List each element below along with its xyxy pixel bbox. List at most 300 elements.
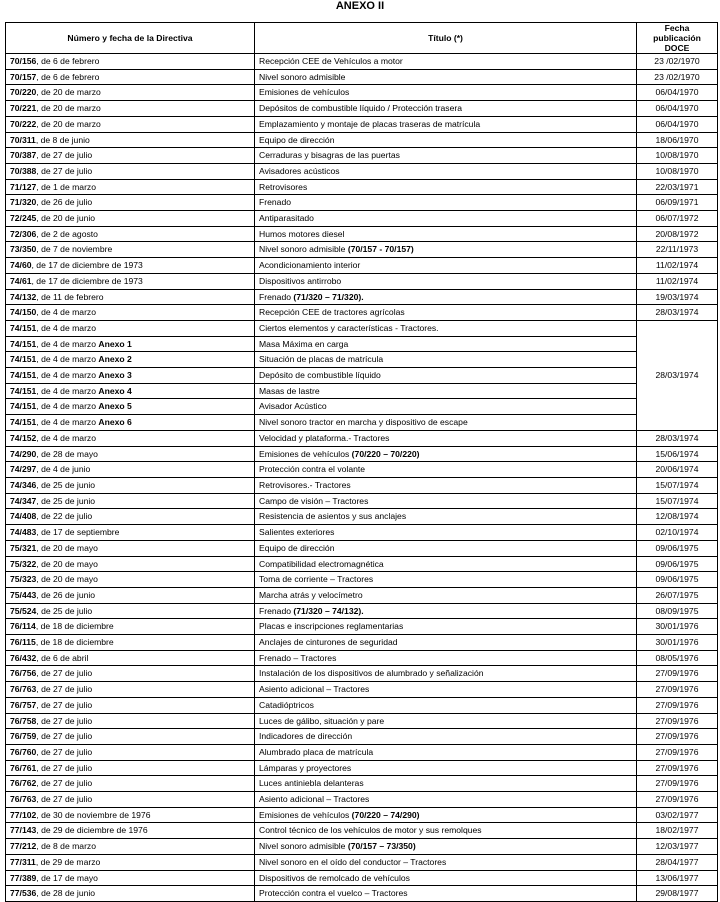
directive-number: 74/408 xyxy=(10,511,37,522)
title-text: Emisiones de vehículos xyxy=(259,809,352,820)
directive-cell xyxy=(6,289,255,305)
directive-number: 76/760 xyxy=(10,746,37,757)
directive-cell xyxy=(6,839,255,855)
directive-cell xyxy=(6,242,255,258)
title-cell xyxy=(255,509,637,525)
title-cell xyxy=(255,587,637,603)
directive-date: , de 27 de julio xyxy=(36,699,93,710)
table-row xyxy=(6,807,718,823)
publication-date: 28/04/1977 xyxy=(637,854,718,870)
table-row xyxy=(6,54,718,70)
title-text: Velocidad y plataforma.- Tractores xyxy=(259,432,390,443)
title-cell xyxy=(255,258,637,274)
publication-date: 28/03/1974 xyxy=(637,430,718,446)
title-cell xyxy=(255,697,637,713)
publication-date: 22/03/1971 xyxy=(637,179,718,195)
directive-number: 73/350 xyxy=(10,244,37,255)
title-cell xyxy=(255,540,637,556)
directive-date: , de 27 de julio xyxy=(36,778,93,789)
title-text: Frenado xyxy=(259,605,294,616)
title-cell xyxy=(255,839,637,855)
title-reference: (70/157 - 70/157) xyxy=(347,244,414,255)
publication-date: 27/09/1976 xyxy=(637,760,718,776)
title-reference: (70/157 – 73/350) xyxy=(347,841,416,852)
directive-cell xyxy=(6,540,255,556)
directive-number: 71/127 xyxy=(10,181,37,192)
directive-number: 75/524 xyxy=(10,605,37,616)
directive-date: , de 20 de marzo xyxy=(36,87,101,98)
title-text: Nivel sonoro admisible xyxy=(259,841,348,852)
directive-cell xyxy=(6,195,255,211)
page-title: ANEXO II xyxy=(335,0,385,12)
directive-number: 75/323 xyxy=(10,574,37,585)
directive-cell xyxy=(6,101,255,117)
title-text: Luces de gálibo, situación y pare xyxy=(259,715,385,726)
directive-date: , de 18 de diciembre xyxy=(35,637,114,648)
publication-date: 10/08/1970 xyxy=(637,163,718,179)
title-cell xyxy=(255,792,637,808)
table-row xyxy=(6,572,718,588)
directive-number: 74/151 xyxy=(10,354,37,365)
title-text: Frenado xyxy=(259,291,294,302)
title-text: Catadióptricos xyxy=(259,699,314,710)
directive-date: , de 20 de marzo xyxy=(36,103,101,114)
table-row xyxy=(6,179,718,195)
directive-date: , de 7 de noviembre xyxy=(36,244,113,255)
title-cell xyxy=(255,54,637,70)
table-row xyxy=(6,697,718,713)
table-row xyxy=(6,760,718,776)
directive-date: , de 27 de julio xyxy=(36,794,93,805)
directive-date: , de 27 de julio xyxy=(36,150,93,161)
directive-number: 70/157 xyxy=(10,71,37,82)
publication-date: 09/06/1975 xyxy=(637,556,718,572)
directive-date: , de 25 de junio xyxy=(36,479,96,490)
directive-date: , de 26 de junio xyxy=(36,589,96,600)
directive-cell xyxy=(6,163,255,179)
title-cell xyxy=(255,211,637,227)
directive-cell xyxy=(6,556,255,572)
table-row xyxy=(6,666,718,682)
directive-cell xyxy=(6,760,255,776)
title-reference: (70/220 – 70/220) xyxy=(351,448,420,459)
publication-date: 27/09/1976 xyxy=(637,744,718,760)
title-text: Indicadores de dirección xyxy=(259,731,353,742)
directive-cell xyxy=(6,666,255,682)
publication-date: 06/04/1970 xyxy=(637,85,718,101)
title-text: Avisador Acústico xyxy=(259,401,327,412)
title-text: Nivel sonoro admisible xyxy=(259,71,346,82)
directive-date: , de 27 de julio xyxy=(36,731,93,742)
header-directive: Número y fecha de la Directiva xyxy=(6,23,255,54)
directive-cell xyxy=(6,273,255,289)
directive-number: 77/311 xyxy=(10,856,36,867)
directive-cell xyxy=(6,132,255,148)
directive-number: 76/432 xyxy=(10,652,37,663)
directive-number: 74/151 xyxy=(10,370,37,381)
title-cell xyxy=(255,713,637,729)
directive-number: 70/220 xyxy=(10,87,37,98)
title-text: Alumbrado placa de matrícula xyxy=(259,746,374,757)
publication-date: 08/05/1976 xyxy=(637,650,718,666)
directive-cell xyxy=(6,383,255,399)
directive-date: , de 26 de julio xyxy=(36,197,93,208)
title-cell xyxy=(255,870,637,886)
directive-cell xyxy=(6,69,255,85)
table-row xyxy=(6,713,718,729)
title-text: Equipo de dirección xyxy=(259,134,335,145)
directive-number: 76/763 xyxy=(10,794,37,805)
directive-number: 74/151 xyxy=(10,417,37,428)
title-text: Equipo de dirección xyxy=(259,542,335,553)
directive-number: 74/297 xyxy=(10,464,37,475)
directive-number: 77/102 xyxy=(10,809,37,820)
directive-number: 76/763 xyxy=(10,684,37,695)
title-text: Depósito de combustible líquido xyxy=(259,370,381,381)
directive-date: , de 29 de marzo xyxy=(35,856,101,867)
directive-cell xyxy=(6,368,255,384)
publication-date: 29/08/1977 xyxy=(637,886,718,902)
publication-date: 27/09/1976 xyxy=(637,792,718,808)
publication-date: 27/09/1976 xyxy=(637,729,718,745)
publication-date: 30/01/1976 xyxy=(637,635,718,651)
directive-cell xyxy=(6,886,255,902)
table-row xyxy=(6,242,718,258)
table-row xyxy=(6,776,718,792)
title-cell xyxy=(255,744,637,760)
directive-number: 77/389 xyxy=(10,872,37,883)
table-row xyxy=(6,430,718,446)
publication-date: 03/02/1977 xyxy=(637,807,718,823)
title-text: Campo de visión – Tractores xyxy=(259,495,369,506)
table-row xyxy=(6,493,718,509)
directive-number: 74/150 xyxy=(10,307,37,318)
directive-cell xyxy=(6,352,255,368)
title-cell xyxy=(255,729,637,745)
annex-label: Anexo 1 xyxy=(98,338,132,349)
directive-date: , de 28 de mayo xyxy=(36,448,98,459)
publication-date: 06/07/1972 xyxy=(637,211,718,227)
table-row xyxy=(6,116,718,132)
title-cell xyxy=(255,603,637,619)
directive-number: 76/757 xyxy=(10,699,37,710)
table-row xyxy=(6,399,718,415)
directive-cell xyxy=(6,823,255,839)
directive-date: , de 17 de diciembre de 1973 xyxy=(31,260,143,271)
publication-date: 11/02/1974 xyxy=(637,273,718,289)
directive-cell xyxy=(6,509,255,525)
title-cell xyxy=(255,682,637,698)
table-row xyxy=(6,886,718,902)
directive-number: 76/759 xyxy=(10,731,37,742)
directive-cell xyxy=(6,336,255,352)
directive-cell xyxy=(6,713,255,729)
directive-cell xyxy=(6,603,255,619)
directive-date: , de 4 de marzo xyxy=(36,432,97,443)
publication-date: 12/08/1974 xyxy=(637,509,718,525)
directive-date: , de 28 de junio xyxy=(36,888,96,899)
directive-date: , de 25 de julio xyxy=(36,605,93,616)
table-row xyxy=(6,163,718,179)
publication-date: 15/07/1974 xyxy=(637,477,718,493)
publication-date: 28/03/1974 xyxy=(637,320,718,430)
table-row xyxy=(6,226,718,242)
publication-date: 22/11/1973 xyxy=(637,242,718,258)
title-cell xyxy=(255,368,637,384)
title-text: Asiento adicional – Tractores xyxy=(259,684,370,695)
title-cell xyxy=(255,320,637,336)
publication-date: 08/09/1975 xyxy=(637,603,718,619)
table-row xyxy=(6,619,718,635)
directive-date: , de 29 de diciembre de 1976 xyxy=(36,825,148,836)
directive-date: , de 17 de diciembre de 1973 xyxy=(31,275,143,286)
publication-date: 26/07/1975 xyxy=(637,587,718,603)
directive-date: , de 27 de julio xyxy=(36,668,93,679)
directive-number: 76/114 xyxy=(10,621,36,632)
title-text: Salientes exteriores xyxy=(259,527,335,538)
directive-cell xyxy=(6,587,255,603)
directive-cell xyxy=(6,179,255,195)
title-cell xyxy=(255,336,637,352)
directive-number: 70/387 xyxy=(10,150,37,161)
title-text: Emplazamiento y montaje de placas traseras de matrícula xyxy=(259,118,481,129)
directive-cell xyxy=(6,635,255,651)
table-row xyxy=(6,729,718,745)
title-cell xyxy=(255,289,637,305)
directive-cell xyxy=(6,54,255,70)
directive-date: , de 2 de agosto xyxy=(36,228,98,239)
title-text: Dispositivos de remolcado de vehículos xyxy=(259,872,410,883)
directive-date: , de 27 de julio xyxy=(36,746,93,757)
directive-date: , de 4 de marzo xyxy=(36,307,97,318)
directive-cell xyxy=(6,226,255,242)
directive-number: 74/483 xyxy=(10,527,37,538)
title-cell xyxy=(255,399,637,415)
directive-cell xyxy=(6,619,255,635)
annex-label: Anexo 3 xyxy=(98,370,132,381)
publication-date: 15/07/1974 xyxy=(637,493,718,509)
directive-date: , de 6 de abril xyxy=(36,652,89,663)
publication-date: 10/08/1970 xyxy=(637,148,718,164)
title-text: Masa Máxima en carga xyxy=(259,338,349,349)
table-row xyxy=(6,415,718,431)
title-text: Toma de corriente – Tractores xyxy=(259,574,374,585)
directive-number: 74/61 xyxy=(10,275,32,286)
table-row xyxy=(6,383,718,399)
table-row xyxy=(6,368,718,384)
directive-cell xyxy=(6,572,255,588)
directive-number: 72/245 xyxy=(10,213,37,224)
publication-date: 27/09/1976 xyxy=(637,666,718,682)
publication-date: 23 /02/1970 xyxy=(637,69,718,85)
table-row xyxy=(6,587,718,603)
annex-label: Anexo 5 xyxy=(98,401,132,412)
title-text: Avisadores acústicos xyxy=(259,165,340,176)
table-row xyxy=(6,792,718,808)
directive-date: , de 4 de marzo xyxy=(36,370,99,381)
title-cell xyxy=(255,635,637,651)
title-text: Nivel sonoro en el oído del conductor – Tractores xyxy=(259,856,447,867)
table-row xyxy=(6,69,718,85)
annex-label: Anexo 2 xyxy=(98,354,132,365)
title-cell xyxy=(255,101,637,117)
directive-cell xyxy=(6,430,255,446)
directive-number: 70/222 xyxy=(10,118,37,129)
publication-date: 06/04/1970 xyxy=(637,101,718,117)
publication-date: 18/02/1977 xyxy=(637,823,718,839)
directive-cell xyxy=(6,697,255,713)
annex-label: Anexo 6 xyxy=(98,417,132,428)
directive-number: 74/151 xyxy=(10,322,37,333)
title-text: Asiento adicional – Tractores xyxy=(259,794,370,805)
table-row xyxy=(6,462,718,478)
title-text: Marcha atrás y velocímetro xyxy=(259,589,363,600)
title-text: Ciertos elementos y características - Tractores. xyxy=(259,322,439,333)
publication-date: 15/06/1974 xyxy=(637,446,718,462)
table-row xyxy=(6,320,718,336)
directive-cell xyxy=(6,305,255,321)
title-cell xyxy=(255,383,637,399)
title-cell xyxy=(255,148,637,164)
publication-date: 20/06/1974 xyxy=(637,462,718,478)
directive-date: , de 11 de febrero xyxy=(36,291,104,302)
directive-cell xyxy=(6,85,255,101)
title-reference: (71/320 – 71/320). xyxy=(293,291,364,302)
directive-cell xyxy=(6,148,255,164)
directive-date: , de 22 de julio xyxy=(36,511,93,522)
directive-date: , de 6 de febrero xyxy=(36,71,100,82)
table-row xyxy=(6,148,718,164)
table-row xyxy=(6,603,718,619)
directive-date: , de 20 de junio xyxy=(36,213,96,224)
directive-number: 74/151 xyxy=(10,338,37,349)
title-cell xyxy=(255,807,637,823)
directive-number: 76/762 xyxy=(10,778,37,789)
directive-number: 74/346 xyxy=(10,479,37,490)
table-row xyxy=(6,839,718,855)
title-text: Emisiones de vehículos xyxy=(259,87,350,98)
directive-number: 77/143 xyxy=(10,825,37,836)
table-row xyxy=(6,854,718,870)
title-text: Nivel sonoro admisible xyxy=(259,244,348,255)
directive-date: , de 8 de junio xyxy=(35,134,90,145)
table-row xyxy=(6,635,718,651)
table-row xyxy=(6,525,718,541)
directive-number: 71/320 xyxy=(10,197,37,208)
directive-number: 70/311 xyxy=(10,134,36,145)
directive-cell xyxy=(6,807,255,823)
annex-label: Anexo 4 xyxy=(98,385,132,396)
directive-cell xyxy=(6,415,255,431)
publication-date: 20/08/1972 xyxy=(637,226,718,242)
publication-date: 18/06/1970 xyxy=(637,132,718,148)
table-row xyxy=(6,305,718,321)
title-text: Frenado – Tractores xyxy=(259,652,337,663)
title-text: Compatibilidad electromagnética xyxy=(259,558,384,569)
title-cell xyxy=(255,85,637,101)
title-cell xyxy=(255,132,637,148)
title-cell xyxy=(255,666,637,682)
title-cell xyxy=(255,823,637,839)
publication-date: 27/09/1976 xyxy=(637,697,718,713)
title-cell xyxy=(255,163,637,179)
directive-number: 75/322 xyxy=(10,558,37,569)
table-row xyxy=(6,195,718,211)
directive-date: , de 27 de julio xyxy=(36,684,93,695)
directive-date: , de 20 de marzo xyxy=(36,118,101,129)
directive-cell xyxy=(6,525,255,541)
table-row xyxy=(6,289,718,305)
title-cell xyxy=(255,650,637,666)
title-cell xyxy=(255,619,637,635)
title-cell xyxy=(255,69,637,85)
directive-date: , de 20 de mayo xyxy=(36,542,98,553)
publication-date: 27/09/1976 xyxy=(637,776,718,792)
title-cell xyxy=(255,273,637,289)
title-cell xyxy=(255,572,637,588)
directive-date: , de 8 de marzo xyxy=(36,841,97,852)
directive-date: , de 4 de junio xyxy=(36,464,91,475)
title-cell xyxy=(255,242,637,258)
publication-date: 02/10/1974 xyxy=(637,525,718,541)
directive-date: , de 17 de mayo xyxy=(36,872,98,883)
table-body xyxy=(6,54,718,902)
directive-cell xyxy=(6,682,255,698)
table-row xyxy=(6,336,718,352)
directive-number: 70/156 xyxy=(10,56,37,66)
directive-number: 76/115 xyxy=(10,637,36,648)
title-text: Retrovisores xyxy=(259,181,308,192)
directive-date: , de 17 de septiembre xyxy=(36,527,120,538)
directive-number: 76/758 xyxy=(10,715,37,726)
directive-date: , de 4 de marzo xyxy=(36,322,97,333)
directive-cell xyxy=(6,258,255,274)
title-cell xyxy=(255,886,637,902)
directive-number: 75/321 xyxy=(10,542,37,553)
title-cell xyxy=(255,760,637,776)
directive-cell xyxy=(6,462,255,478)
title-cell xyxy=(255,430,637,446)
directive-date: , de 27 de julio xyxy=(36,165,93,176)
directive-cell xyxy=(6,493,255,509)
title-cell xyxy=(255,493,637,509)
table-row xyxy=(6,682,718,698)
table-row xyxy=(6,650,718,666)
directive-cell xyxy=(6,729,255,745)
publication-date: 06/04/1970 xyxy=(637,116,718,132)
publication-date: 09/06/1975 xyxy=(637,572,718,588)
table-row xyxy=(6,258,718,274)
directive-cell xyxy=(6,870,255,886)
table-row xyxy=(6,477,718,493)
directive-date: , de 27 de julio xyxy=(36,715,93,726)
title-text: Depósitos de combustible líquido / Protección trasera xyxy=(259,103,463,114)
title-text: Humos motores diesel xyxy=(259,228,345,239)
title-cell xyxy=(255,226,637,242)
table-row xyxy=(6,870,718,886)
table-row xyxy=(6,744,718,760)
title-text: Resistencia de asientos y sus anclajes xyxy=(259,511,407,522)
title-text: Situación de placas de matrícula xyxy=(259,354,384,365)
table-row xyxy=(6,352,718,368)
title-text: Lámparas y proyectores xyxy=(259,762,352,773)
directive-number: 70/221 xyxy=(10,103,37,114)
title-text: Protección contra el volante xyxy=(259,464,366,475)
header-date: Fecha publicación DOCE xyxy=(637,23,718,54)
title-cell xyxy=(255,446,637,462)
table-row xyxy=(6,540,718,556)
title-text: Frenado xyxy=(259,197,292,208)
